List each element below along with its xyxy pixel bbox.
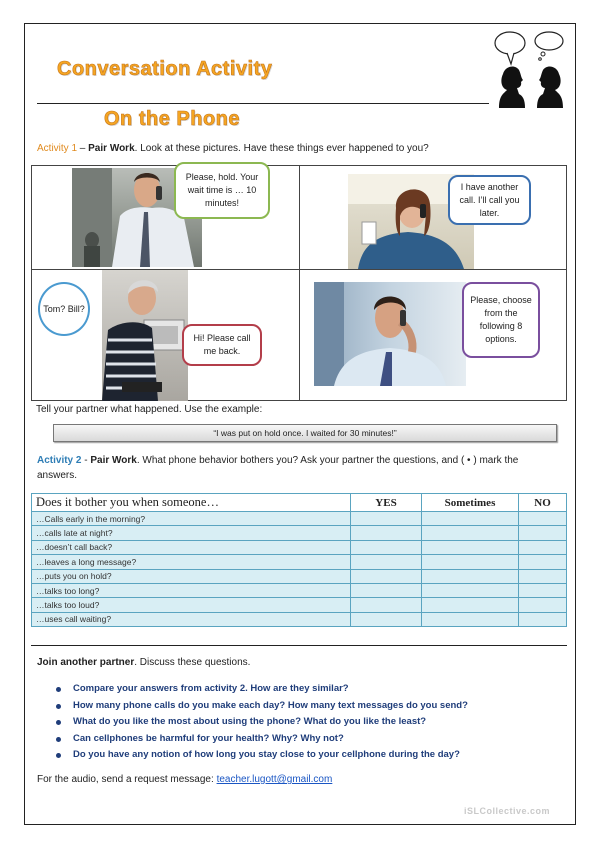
audio-request-text: For the audio, send a request message: [37, 774, 217, 785]
activity2-label: Activity 2 [37, 455, 82, 466]
no-cell[interactable] [519, 555, 567, 569]
yes-cell[interactable] [351, 569, 422, 583]
activity1-dash: – [77, 143, 89, 154]
sometimes-cell[interactable] [422, 555, 519, 569]
table-row [32, 569, 567, 583]
table-row [32, 540, 567, 554]
no-cell[interactable] [519, 540, 567, 554]
no-cell[interactable] [519, 526, 567, 540]
table-header-row [32, 494, 567, 512]
yes-cell[interactable] [351, 612, 422, 626]
question-text: Can cellphones be harmful for your health? Why? Why not? [73, 732, 344, 744]
title-line2: On the Phone [104, 108, 240, 130]
sometimes-cell[interactable] [422, 512, 519, 526]
header-no: NO [519, 494, 567, 512]
discussion-questions [56, 683, 468, 766]
section-divider [31, 645, 567, 646]
speech-bubble-call-back: Hi! Please call me back. [182, 324, 262, 366]
list-item [56, 749, 468, 766]
question-text: Do you have any notion of how long you stay close to your cellphone during the day? [73, 749, 460, 760]
example-sentence: “I was put on hold once. I waited for 30 minutes!” [53, 424, 557, 442]
no-cell[interactable] [519, 512, 567, 526]
bullet-icon [56, 720, 61, 725]
header-sometimes: Sometimes [422, 494, 519, 512]
table-row [32, 583, 567, 597]
table-row [32, 598, 567, 612]
question-text: Compare your answers from activity 2. How are they similar? [73, 683, 349, 694]
activity1-instruction [37, 143, 429, 154]
table-row [32, 526, 567, 540]
sometimes-cell[interactable] [422, 598, 519, 612]
bother-survey-table [31, 493, 567, 627]
speech-bubble-options: Please, choose from the following 8 options. [462, 282, 540, 358]
speech-bubble-another-call: I have another call. I’ll call you later. [448, 175, 531, 225]
sometimes-cell[interactable] [422, 569, 519, 583]
join-partner-bold: Join another partner [37, 657, 135, 668]
question-text: What do you like the most about using the phone? What do you like the least? [73, 716, 427, 727]
sometimes-cell[interactable] [422, 612, 519, 626]
thought-bubble-names: Tom? Bill? [38, 282, 90, 336]
row-question: …talks too long? [32, 583, 351, 597]
email-link[interactable]: teacher.lugott@gmail.com [216, 774, 333, 785]
activity2-text: . What phone behavior bothers you? Ask your partner the questions, and ( • ) mark the answers. [37, 455, 519, 481]
photo-older-man-calling [102, 270, 188, 401]
activity1-mode: Pair Work [88, 143, 135, 154]
activity2-dash: - [81, 455, 91, 466]
no-cell[interactable] [519, 612, 567, 626]
activity2-mode: Pair Work [90, 455, 137, 466]
row-question: …doesn’t call back? [32, 540, 351, 554]
yes-cell[interactable] [351, 540, 422, 554]
yes-cell[interactable] [351, 526, 422, 540]
table-row [32, 612, 567, 626]
list-item [56, 733, 468, 750]
join-partner-instruction [37, 657, 250, 668]
row-question: …talks too loud? [32, 598, 351, 612]
sometimes-cell[interactable] [422, 540, 519, 554]
bullet-icon [56, 753, 61, 758]
title-rule [37, 103, 489, 104]
activity2-instruction [37, 453, 542, 483]
tell-partner-instruction: Tell your partner what happened. Use the example: [36, 404, 263, 415]
row-question: …uses call waiting? [32, 612, 351, 626]
title-line1: Conversation Activity [57, 58, 273, 80]
question-text: How many phone calls do you make each day? How many text messages do you send? [73, 699, 468, 711]
bullet-icon [56, 687, 61, 692]
watermark: iSLCollective.com [464, 806, 551, 816]
yes-cell[interactable] [351, 598, 422, 612]
join-partner-text: . Discuss these questions. [134, 657, 251, 668]
yes-cell[interactable] [351, 555, 422, 569]
sometimes-cell[interactable] [422, 526, 519, 540]
row-question: …calls late at night? [32, 526, 351, 540]
yes-cell[interactable] [351, 512, 422, 526]
list-item [56, 716, 468, 733]
header-yes: YES [351, 494, 422, 512]
table-row [32, 555, 567, 569]
no-cell[interactable] [519, 598, 567, 612]
grid-divider-vertical [299, 166, 300, 400]
header-question: Does it bother you when someone… [32, 494, 351, 512]
list-item [56, 700, 468, 717]
picture-grid [31, 165, 567, 401]
photo-man-phone-menu [314, 282, 466, 386]
activity1-label: Activity 1 [37, 143, 78, 154]
no-cell[interactable] [519, 569, 567, 583]
list-item [56, 683, 468, 700]
table-row [32, 512, 567, 526]
activity1-text: . Look at these pictures. Have these things ever happened to you? [134, 143, 429, 154]
speech-bubble-hold: Please, hold. Your wait time is … 10 minutes! [174, 162, 270, 219]
yes-cell[interactable] [351, 583, 422, 597]
bullet-icon [56, 704, 61, 709]
audio-request-line [37, 774, 332, 785]
sometimes-cell[interactable] [422, 583, 519, 597]
bullet-icon [56, 737, 61, 742]
row-question: …leaves a long message? [32, 555, 351, 569]
row-question: …puts you on hold? [32, 569, 351, 583]
talking-heads-icon [493, 28, 568, 108]
row-question: …Calls early in the morning? [32, 512, 351, 526]
no-cell[interactable] [519, 583, 567, 597]
